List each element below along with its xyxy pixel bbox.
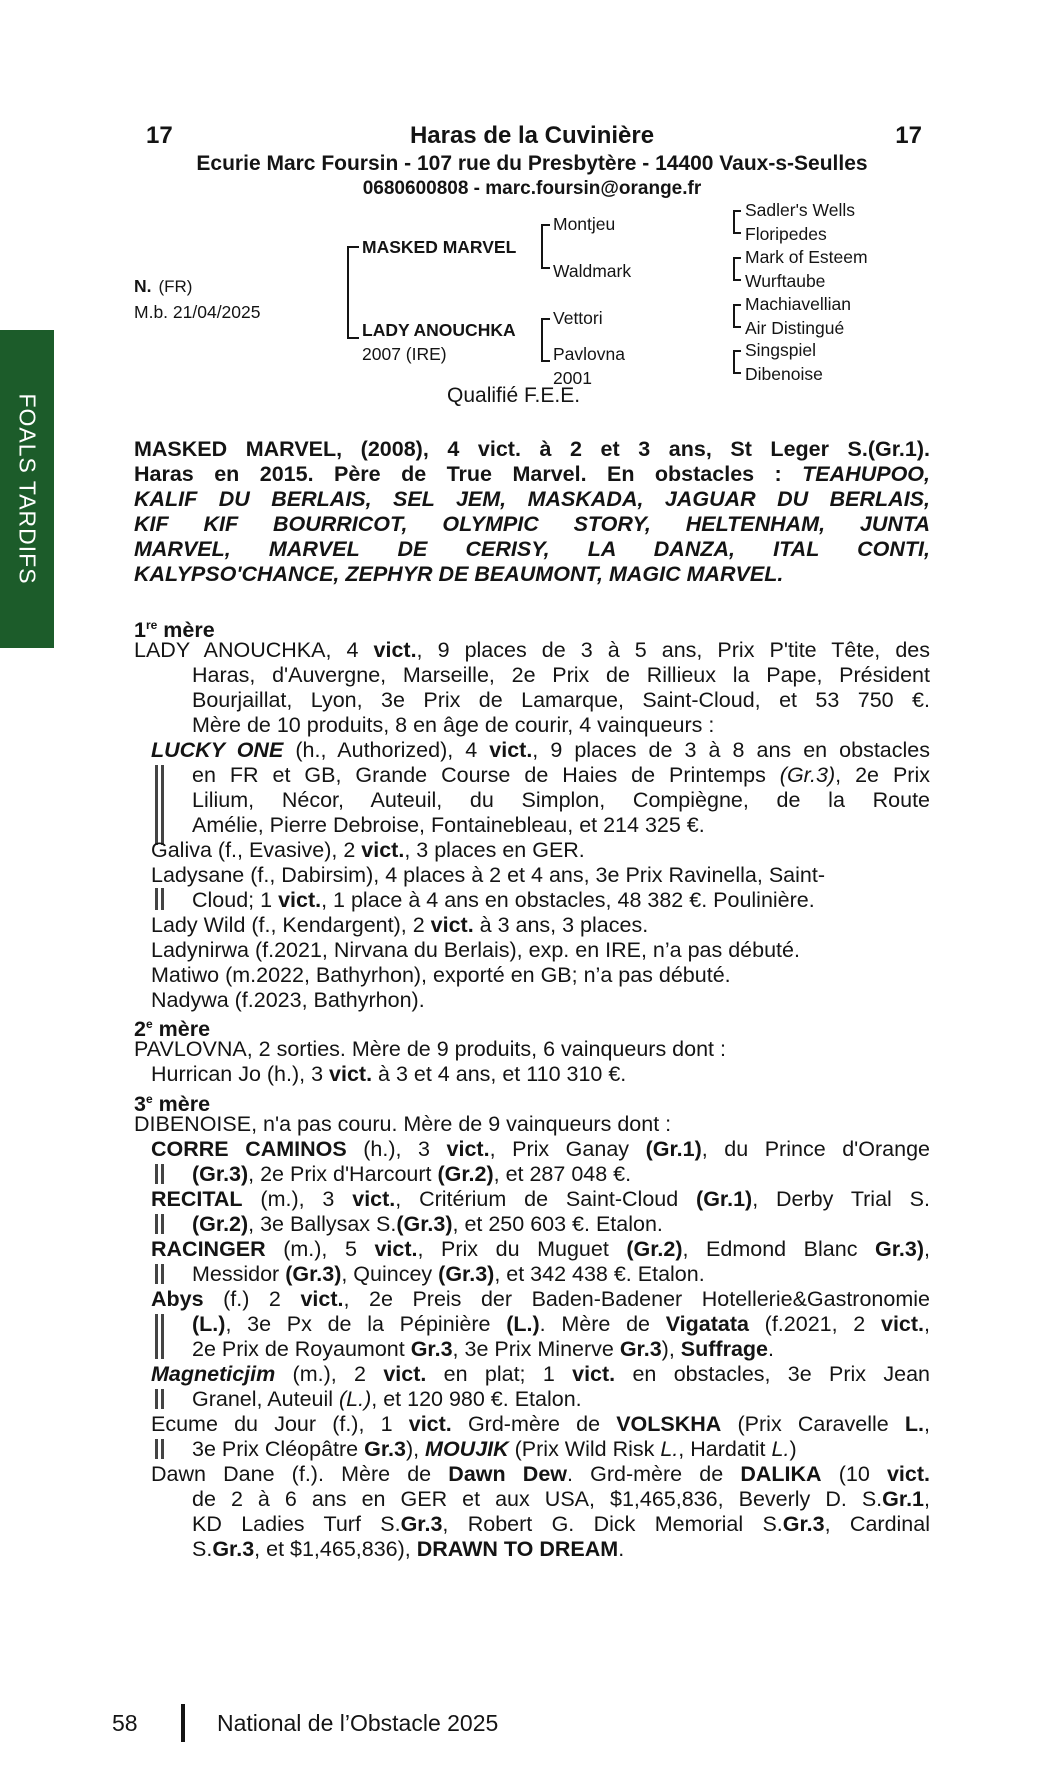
sire-dam: Waldmark [553, 261, 632, 281]
ladysane-entry: Ladysane (f., Dabirsim), 4 places à 2 et 4 ans, 3e Prix Ravinella, Saint- Cloud; 1 vict., 1 place à 4 ans en obstacles, 48 382 €. Poulinière. [151, 863, 825, 912]
horse-origin: (FR) [158, 277, 193, 296]
gg-6: Air Distingué [745, 318, 845, 338]
dam-name: LADY ANOUCHKA [362, 320, 516, 340]
gg-1: Sadler's Wells [745, 200, 855, 220]
qualification: Qualifié F.E.E. [447, 384, 581, 407]
lady-wild-entry: Lady Wild (f., Kendargent), 2 vict. à 3 ans, 3 places. [151, 913, 649, 937]
galiva-entry: Galiva (f., Evasive), 2 vict., 3 places en GER. [151, 838, 585, 862]
page-number: 58 [112, 1710, 138, 1736]
recital-entry: RECITAL (m.), 3 vict., Critérium de Saint-Cloud (Gr.1), Derby Trial S. (Gr.2), 3e Ballysax S.(Gr.3), et 250 603 €. Etalon. [151, 1187, 930, 1236]
lot-number-right: 17 [895, 122, 922, 149]
gg-3: Mark of Esteem [745, 247, 868, 267]
sire-line-3: KALIF DU BERLAIS, SEL JEM, MASKADA, JAGUAR DU BERLAIS, [134, 487, 930, 511]
sire-line-5: MARVEL, MARVEL DE CERISY, LA DANZA, ITAL CONTI, [134, 537, 930, 561]
sire-sire: Montjeu [553, 214, 616, 234]
dam-dam: Pavlovna [553, 344, 625, 364]
contact-line: 0680600808 - marc.foursin@orange.fr [362, 178, 702, 199]
gg-8: Dibenoise [745, 364, 823, 384]
matiwo-entry: Matiwo (m.2022, Bathyrhon), exporté en GB; n’a pas débuté. [151, 963, 731, 987]
sire-paragraph [134, 437, 930, 587]
gg-4: Wurftaube [745, 271, 826, 291]
magneticjim-entry: Magneticjim (m.), 2 vict. en plat; 1 vict. en obstacles, 3e Prix Jean Granel, Auteuil (L.), et 120 980 €. Etalon. [151, 1362, 930, 1411]
corre-caminos-entry: CORRE CAMINOS (h.), 3 vict., Prix Ganay (Gr.1), du Prince d'Orange (Gr.3), 2e Prix d'Harcourt (Gr.2), et 287 048 €. [151, 1137, 930, 1186]
horse-birth: M.b. 21/04/2025 [134, 302, 261, 322]
pavlovna-line: PAVLOVNA, 2 sorties. Mère de 9 produits, 6 vainqueurs dont : [134, 1037, 726, 1061]
lot-header [134, 122, 930, 152]
lot-number-left: 17 [146, 122, 173, 149]
gg-7: Singspiel [745, 340, 817, 360]
footer-separator [181, 1704, 185, 1742]
mere1-heading: 1re mère [134, 618, 215, 643]
sire-line-4: KIF KIF BOURRICOT, OLYMPIC STORY, HELTENHAM, JUNTA [134, 512, 930, 536]
sire-line-6: KALYPSO'CHANCE, ZEPHYR DE BEAUMONT, MAGIC MARVEL. [134, 562, 784, 586]
dam-sire: Vettori [553, 308, 603, 328]
lucky-one-name: LUCKY ONE [151, 738, 284, 762]
owner-line: Ecurie Marc Foursin - 107 rue du Presbytère - 14400 Vaux-s-Seulles [196, 152, 868, 175]
mere1-paragraph: LADY ANOUCHKA, 4 vict., 9 places de 3 à 5 ans, Prix P'tite Tête, des Haras, d'Auvergne, Marseille, 2e Prix de Rillieux la Pape, Président Bourjaillat, Lyon, 3e Prix de Lamarque, Saint-Cloud, et 53 750 €. Mère de 10 produits, 8 en âge de courir, 4 vainqueurs : [134, 638, 930, 737]
stud-name: Haras de la Cuvinière [409, 122, 655, 149]
hurrican-jo-entry: Hurrican Jo (h.), 3 vict. à 3 et 4 ans, et 110 310 €. [151, 1062, 627, 1086]
horse-name: N. [134, 276, 152, 296]
sire-line-1: MASKED MARVEL, (2008), 4 vict. à 2 et 3 ans, St Leger S.(Gr.1). [134, 437, 930, 461]
side-tab-label: FOALS TARDIFS [14, 393, 41, 585]
racinger-entry: RACINGER (m.), 5 vict., Prix du Muguet (Gr.2), Edmond Blanc Gr.3), Messidor (Gr.3), Quincey (Gr.3), et 342 438 €. Etalon. [151, 1237, 930, 1286]
mere3-heading: 3e mère [134, 1092, 211, 1117]
gg-2: Floripedes [745, 224, 827, 244]
abys-entry: Abys (f.) 2 vict., 2e Preis der Baden-Badener Hotellerie&Gastronomie (L.), 3e Px de la Pépinière (L.). Mère de Vigatata (f.2021, 2 vict., 2e Prix de Royaumont Gr.3, 3e Prix Minerve Gr.3), Suffrage. [151, 1287, 930, 1361]
mere2-heading: 2e mère [134, 1017, 211, 1042]
ecume-du-jour-entry: Ecume du Jour (f.), 1 vict. Grd-mère de VOLSKHA (Prix Caravelle L., 3e Prix Cléopâtre Gr.3), MOUJIK (Prix Wild Risk L., Hardatit L.) [151, 1412, 930, 1461]
dam-info: 2007 (IRE) [362, 344, 447, 364]
nadywa-entry: Nadywa (f.2023, Bathyrhon). [151, 988, 425, 1012]
sire-name: MASKED MARVEL [362, 237, 517, 257]
dawn-dane-entry: Dawn Dane (f.). Mère de Dawn Dew. Grd-mère de DALIKA (10 vict. de 2 à 6 ans en GER et aux USA, $1,465,836, Beverly D. S.Gr.1, KD Ladies Turf S.Gr.3, Robert G. Dick Memorial S.Gr.3, Cardinal S.Gr.3, et $1,465,836), DRAWN TO DREAM. [151, 1462, 930, 1561]
lucky-one-entry: LUCKY ONE (h., Authorized), 4 vict., 9 places de 3 à 8 ans en obstacles en FR et GB, Grande Course de Haies de Printemps (Gr.3), 2e Prix Lilium, Nécor, Auteuil, du Simplon, Compiègne, de la Route Amélie, Pierre Debroise, Fontainebleau, et 214 325 €. [151, 738, 930, 837]
ladynirwa-entry: Ladynirwa (f.2021, Nirvana du Berlais), exp. en IRE, n’a pas débuté. [151, 938, 800, 962]
section-side-tab [0, 330, 54, 648]
dam-dam-year: 2001 [553, 368, 592, 388]
sire-line-2: Haras en 2015. Père de True Marvel. En obstacles : TEAHUPOO, [134, 462, 930, 486]
publication-title: National de l’Obstacle 2025 [217, 1710, 499, 1736]
gg-5: Machiavellian [745, 294, 852, 314]
dibenoise-line: DIBENOISE, n'a pas couru. Mère de 9 vainqueurs dont : [134, 1112, 672, 1136]
